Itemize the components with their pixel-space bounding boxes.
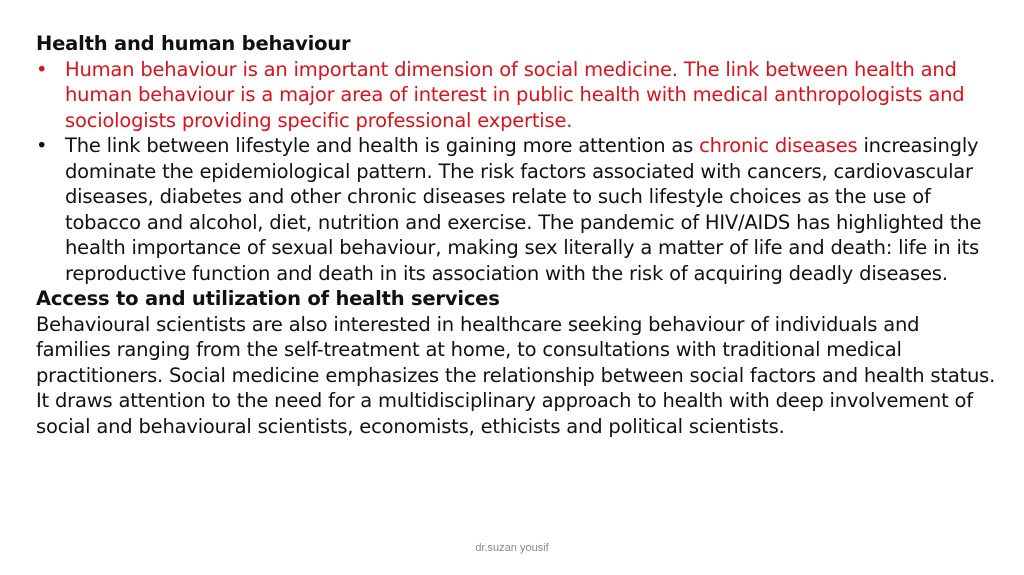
section-body: Behavioural scientists are also interested in healthcare seeking behaviour of individuals and families ranging from the self-treatment at home, to consultations with traditional medical practitioners. Social medicine emphasizes the relationship between social factors and health status. It draws attention to the need for a multidisciplinary approach to health with deep involvement of social and behavioural scientists, economists, ethicists and political scientists.	[36, 312, 996, 438]
highlighted-term: chronic diseases	[699, 134, 858, 157]
bullet-text: increasingly dominate the epidemiological pattern. The risk factors associated with cancers, cardiovascular diseases, diabetes and other chronic diseases relate to such lifestyle choices as the use of tobacco and alcohol, diet, nutrition and exercise. The pandemic of HIV/AIDS has highlighted the health importance of sexual behaviour, making sex literally a matter of life and death: life in its reproductive function and death in its association with the risk of acquiring deadly diseases.	[65, 134, 982, 285]
bullet-item	[36, 133, 996, 286]
slide-content	[36, 31, 996, 439]
footer-author: dr.suzan yousif	[475, 542, 549, 554]
section-heading-health-behaviour: Health and human behaviour	[36, 32, 351, 55]
bullet-text-highlighted: Human behaviour is an important dimension of social medicine. The link between health and human behaviour is a major area of interest in public health with medical anthropologists and sociologists providing specific professional expertise.	[65, 57, 965, 132]
bullet-item	[36, 57, 996, 134]
bullet-list	[36, 57, 996, 287]
section-heading-health-services: Access to and utilization of health services	[36, 287, 500, 310]
bullet-marker: •	[36, 57, 48, 81]
bullet-text: The link between lifestyle and health is gaining more attention as	[65, 134, 700, 157]
bullet-marker: •	[36, 134, 48, 157]
